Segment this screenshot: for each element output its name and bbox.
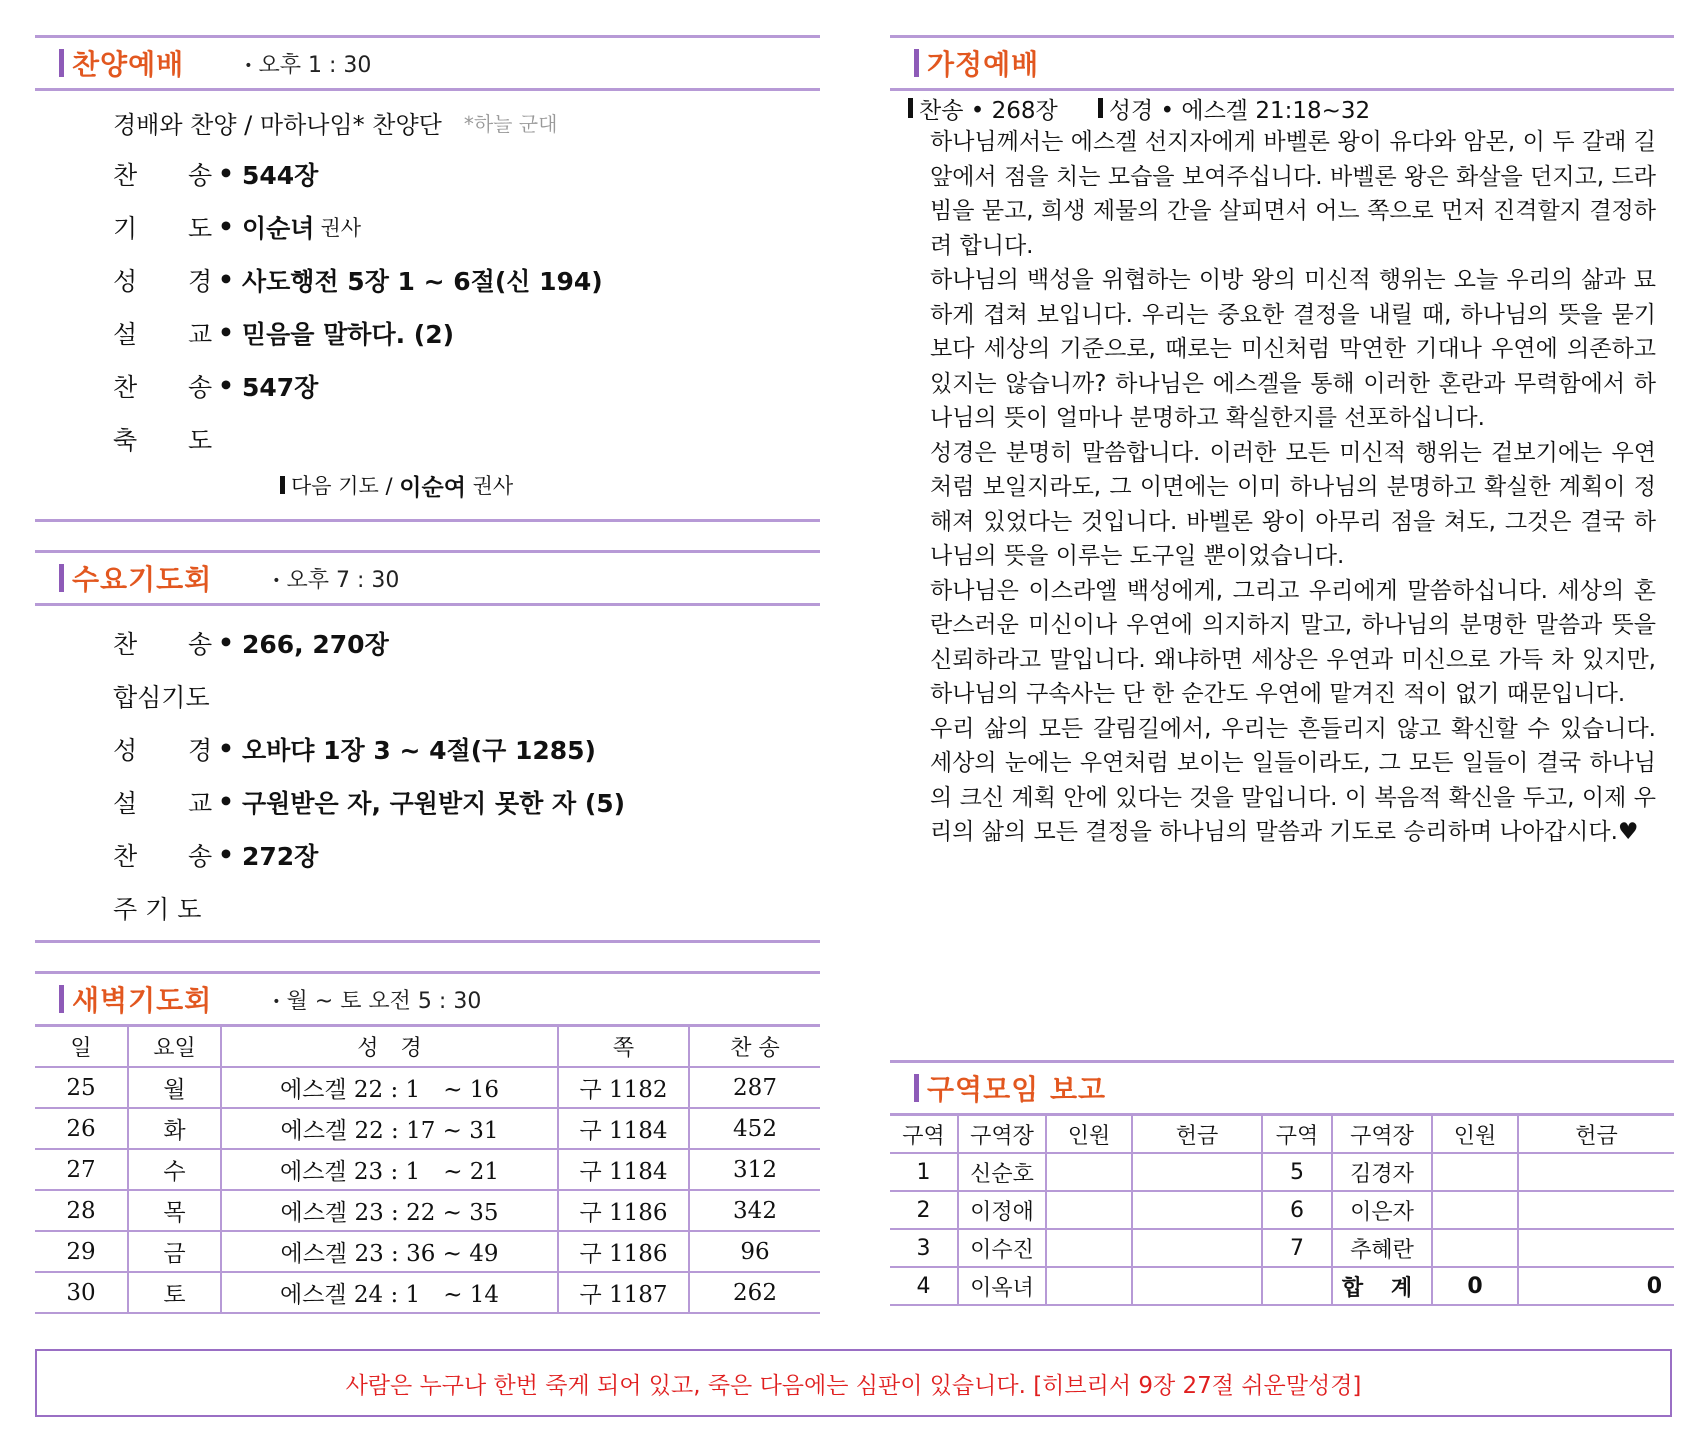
intro-text: 경배와 찬양 / 마하나임* 찬양단 [113, 110, 442, 139]
table-cell: 에스겔 22 : 17 ~ 31 [221, 1108, 558, 1149]
order-label: 송 [188, 841, 213, 871]
table-cell: 구 1186 [558, 1190, 689, 1231]
table-cell [1132, 1267, 1262, 1305]
order-item [113, 253, 820, 306]
paragraph: 하나님은 이스라엘 백성에게, 그리고 우리에게 말씀하십니다. 세상의 혼란스러운 미신이나 우연에 의지하지 말고, 하나님의 분명한 말씀과 뜻을 신뢰하라고 말입니다. 왜냐하면 세상은 우연과 미신으로 가득 차 있지만, 하나님의 구속사는 단 한 순간도 우연에 맡겨진 적이 없기 때문입니다. [930, 577, 1656, 707]
table-row [35, 1108, 820, 1149]
order-label: 도 [188, 213, 213, 243]
section-header [35, 974, 820, 1024]
column-header: 구역 [1262, 1116, 1332, 1153]
table-cell: 452 [689, 1108, 820, 1149]
table-cell [1046, 1153, 1132, 1191]
table-cell: 30 [35, 1272, 128, 1313]
table-cell: 27 [35, 1149, 128, 1190]
table-cell [1518, 1229, 1674, 1267]
dawn-service-section [35, 971, 820, 1314]
table-cell [1518, 1191, 1674, 1229]
order-label: 성 [113, 735, 138, 765]
district-report-table [890, 1116, 1674, 1306]
column-header: 구역장 [1332, 1116, 1432, 1153]
table-cell: 신순호 [958, 1153, 1046, 1191]
table-cell: 25 [35, 1067, 128, 1108]
order-label: 설 [113, 788, 138, 818]
square-bullet-icon [280, 476, 285, 494]
order-item [113, 881, 820, 934]
order-label: 송 [188, 629, 213, 659]
table-cell: 이은자 [1332, 1191, 1432, 1229]
title-bar-icon [914, 49, 919, 77]
next-prayer-name: 이순여 [399, 474, 466, 501]
paragraph: 하나님의 백성을 위협하는 이방 왕의 미신적 행위는 오늘 우리의 삶과 묘하게 겹쳐 보입니다. 우리는 중요한 결정을 내릴 때, 하나님의 뜻을 묻기보다 세상의 기준으로, 때로는 미신처럼 막연한 기대나 우연에 의존하고 있지는 않습니까? 하나님은 에스겔을 통해 이러한 혼란과 무력함에서 하나님의 뜻이 얼마나 분명하고 확실한지를 선포하십니다. [930, 267, 1656, 431]
order-value: 오바댜 1장 3 ~ 4절(구 1285) [242, 735, 596, 765]
order-label: 찬 [113, 160, 138, 190]
bullet: • [218, 265, 234, 294]
table-cell [1132, 1229, 1262, 1267]
table-cell [1432, 1191, 1518, 1229]
order-item [113, 412, 820, 465]
order-value: 이순녀 [242, 213, 315, 243]
table-cell [1046, 1229, 1132, 1267]
table-cell [1432, 1229, 1518, 1267]
table-cell: 에스겔 23 : 36 ~ 49 [221, 1231, 558, 1272]
bullet: • [218, 628, 234, 657]
district-report-section [890, 1060, 1674, 1306]
square-bullet-icon [1098, 98, 1103, 118]
table-cell: 금 [128, 1231, 221, 1272]
column-header: 인원 [1046, 1116, 1132, 1153]
bullet: • [218, 159, 234, 188]
order-label: 성 [113, 266, 138, 296]
table-cell: 287 [689, 1067, 820, 1108]
table-header-row [35, 1027, 820, 1067]
order-list [35, 147, 820, 465]
column-header: 쪽 [558, 1027, 689, 1067]
order-value: 사도행전 5장 1 ~ 6절(신 194) [242, 266, 603, 296]
square-bullet-icon [908, 98, 913, 118]
section-title: 구역모임 보고 [927, 1073, 1107, 1106]
section-title: 찬양예배 [72, 48, 185, 81]
order-label: 찬 [113, 372, 138, 402]
table-cell: 구 1187 [558, 1272, 689, 1313]
bullet: • [218, 840, 234, 869]
table-cell: 342 [689, 1190, 820, 1231]
bullet: • [218, 212, 234, 241]
table-cell: 6 [1262, 1191, 1332, 1229]
table-cell: 수 [128, 1149, 221, 1190]
table-row [890, 1267, 1674, 1305]
table-cell [1046, 1191, 1132, 1229]
table-cell: 26 [35, 1108, 128, 1149]
order-label: 주 기 도 [113, 894, 202, 924]
intro-note: *하늘 군대 [463, 111, 558, 136]
table-cell: 구 1182 [558, 1067, 689, 1108]
order-label: 축 [113, 425, 138, 455]
table-cell [1432, 1153, 1518, 1191]
intro-line [35, 91, 820, 147]
total-label: 합 계 [1332, 1267, 1432, 1305]
title-bar-icon [59, 564, 64, 592]
table-row [35, 1067, 820, 1108]
table-row [35, 1272, 820, 1313]
section-header [35, 38, 820, 88]
order-value: 266, 270장 [242, 629, 389, 659]
table-cell: 262 [689, 1272, 820, 1313]
column-header: 인원 [1432, 1116, 1518, 1153]
service-time: • 오후 7 : 30 [272, 563, 399, 594]
order-value: 구원받은 자, 구원받지 못한 자 (5) [242, 788, 626, 818]
table-cell: 이정애 [958, 1191, 1046, 1229]
order-label: 경 [188, 266, 213, 296]
table-cell: 이옥녀 [958, 1267, 1046, 1305]
table-cell: 4 [890, 1267, 958, 1305]
order-value: 믿음을 말하다. (2) [242, 319, 455, 349]
order-list [35, 606, 820, 940]
table-cell: 에스겔 24 : 1 ~ 14 [221, 1272, 558, 1313]
table-cell: 월 [128, 1067, 221, 1108]
section-title: 새벽기도회 [72, 984, 213, 1017]
table-cell: 에스겔 23 : 22 ~ 35 [221, 1190, 558, 1231]
order-label: 교 [188, 319, 213, 349]
table-cell [1262, 1267, 1332, 1305]
order-item [113, 722, 820, 775]
order-label: 교 [188, 788, 213, 818]
order-item [113, 828, 820, 881]
order-label: 송 [188, 160, 213, 190]
family-worship-section [890, 35, 1674, 850]
order-value: 272장 [242, 841, 319, 871]
table-cell: 5 [1262, 1153, 1332, 1191]
table-row [890, 1153, 1674, 1191]
next-prayer-label: 다음 기도 / [291, 474, 393, 498]
section-title: 가정예배 [927, 48, 1040, 81]
table-cell: 구 1186 [558, 1231, 689, 1272]
table-cell [1132, 1191, 1262, 1229]
next-prayer-title: 권사 [472, 474, 514, 498]
scripture-label: 성경 • 에스겔 21:18~32 [1108, 97, 1371, 124]
table-cell [1518, 1153, 1674, 1191]
table-header-row [890, 1116, 1674, 1153]
paragraph: 성경은 분명히 말씀합니다. 이러한 모든 미신적 행위는 겉보기에는 우연처럼 보일지라도, 그 이면에는 이미 하나님의 분명하고 확실한 계획이 정해져 있었다는 것입니다. 바벨론 왕이 아무리 점을 쳐도, 그것은 결국 하나님의 뜻을 이루는 도구일 뿐이었습니다. [930, 439, 1656, 569]
order-label: 경 [188, 735, 213, 765]
order-item [113, 616, 820, 669]
table-cell: 312 [689, 1149, 820, 1190]
right-column [890, 35, 1674, 1301]
table-row [890, 1229, 1674, 1267]
total-count: 0 [1432, 1267, 1518, 1305]
column-header: 구역장 [958, 1116, 1046, 1153]
hymn-scripture-line [890, 91, 1674, 125]
table-cell: 구 1184 [558, 1149, 689, 1190]
table-row [35, 1231, 820, 1272]
table-cell: 화 [128, 1108, 221, 1149]
table-cell: 김경자 [1332, 1153, 1432, 1191]
order-item [113, 359, 820, 412]
order-item [113, 775, 820, 828]
order-label: 설 [113, 319, 138, 349]
left-column [35, 35, 820, 1314]
column-header: 요일 [128, 1027, 221, 1067]
footer-verse-box [35, 1349, 1672, 1417]
order-label: 찬 [113, 841, 138, 871]
table-cell [1046, 1267, 1132, 1305]
table-row [35, 1149, 820, 1190]
title-bar-icon [59, 985, 64, 1013]
column-header: 헌금 [1132, 1116, 1262, 1153]
hymn-label: 찬송 • 268장 [919, 97, 1058, 124]
table-cell [1132, 1153, 1262, 1191]
table-cell: 토 [128, 1272, 221, 1313]
paragraph: 우리 삶의 모든 갈림길에서, 우리는 흔들리지 않고 확신할 수 있습니다. 세상의 눈에는 우연처럼 보이는 일들이라도, 그 모든 일들이 결국 하나님의 크신 계획 안에 있다는 것을 말입니다. 이 복음적 확신을 두고, 이제 우리의 삶의 모든 결정을 하나님의 말씀과 기도로 승리하며 나아갑시다.♥ [930, 715, 1656, 845]
paragraph: 하나님께서는 에스겔 선지자에게 바벨론 왕이 유다와 암몬, 이 두 갈래 길 앞에서 점을 치는 모습을 보여주십니다. 바벨론 왕은 화살을 던지고, 드라빔을 묻고, 희생 제물의 간을 살피면서 어느 쪽으로 먼저 진격할지 결정하려 합니다. [930, 129, 1656, 259]
order-value: 547장 [242, 372, 319, 402]
order-value: 544장 [242, 160, 319, 190]
column-header: 찬 송 [689, 1027, 820, 1067]
bullet: • [218, 318, 234, 347]
order-item [113, 147, 820, 200]
section-header [890, 1063, 1674, 1113]
column-header: 구역 [890, 1116, 958, 1153]
table-cell: 2 [890, 1191, 958, 1229]
footer-verse: 사람은 누구나 한번 죽게 되어 있고, 죽은 다음에는 심판이 있습니다. [히브리서 9장 27절 쉬운말성경] [345, 1372, 1362, 1399]
order-note: 권사 [320, 215, 362, 240]
table-row [890, 1191, 1674, 1229]
order-label: 송 [188, 372, 213, 402]
table-cell: 이수진 [958, 1229, 1046, 1267]
table-row [35, 1190, 820, 1231]
order-item [113, 669, 820, 722]
order-label: 도 [188, 425, 213, 455]
table-cell: 추혜란 [1332, 1229, 1432, 1267]
column-header: 일 [35, 1027, 128, 1067]
table-cell: 28 [35, 1190, 128, 1231]
table-cell: 목 [128, 1190, 221, 1231]
table-cell: 96 [689, 1231, 820, 1272]
bullet: • [218, 734, 234, 763]
section-title: 수요기도회 [72, 563, 213, 596]
bullet: • [218, 371, 234, 400]
service-time: • 월 ~ 토 오전 5 : 30 [272, 984, 481, 1015]
column-header: 성 경 [221, 1027, 558, 1067]
table-cell: 3 [890, 1229, 958, 1267]
wednesday-service-section [35, 550, 820, 943]
table-cell: 구 1184 [558, 1108, 689, 1149]
order-item [113, 306, 820, 359]
devotional-text [890, 125, 1674, 850]
service-time: • 오후 1 : 30 [244, 48, 371, 79]
order-item [113, 200, 820, 253]
column-header: 헌금 [1518, 1116, 1674, 1153]
table-cell: 에스겔 23 : 1 ~ 21 [221, 1149, 558, 1190]
order-label: 합심기도 [113, 682, 210, 712]
title-bar-icon [59, 49, 64, 77]
total-offering: 0 [1518, 1267, 1674, 1305]
table-cell: 1 [890, 1153, 958, 1191]
table-cell: 7 [1262, 1229, 1332, 1267]
bullet: • [218, 787, 234, 816]
dawn-schedule-table [35, 1027, 820, 1314]
praise-service-section [35, 35, 820, 522]
section-header [35, 553, 820, 603]
next-prayer [35, 465, 820, 505]
table-cell: 에스겔 22 : 1 ~ 16 [221, 1067, 558, 1108]
order-label: 기 [113, 213, 138, 243]
title-bar-icon [914, 1074, 919, 1102]
table-cell: 29 [35, 1231, 128, 1272]
section-header [890, 38, 1674, 88]
order-label: 찬 [113, 629, 138, 659]
